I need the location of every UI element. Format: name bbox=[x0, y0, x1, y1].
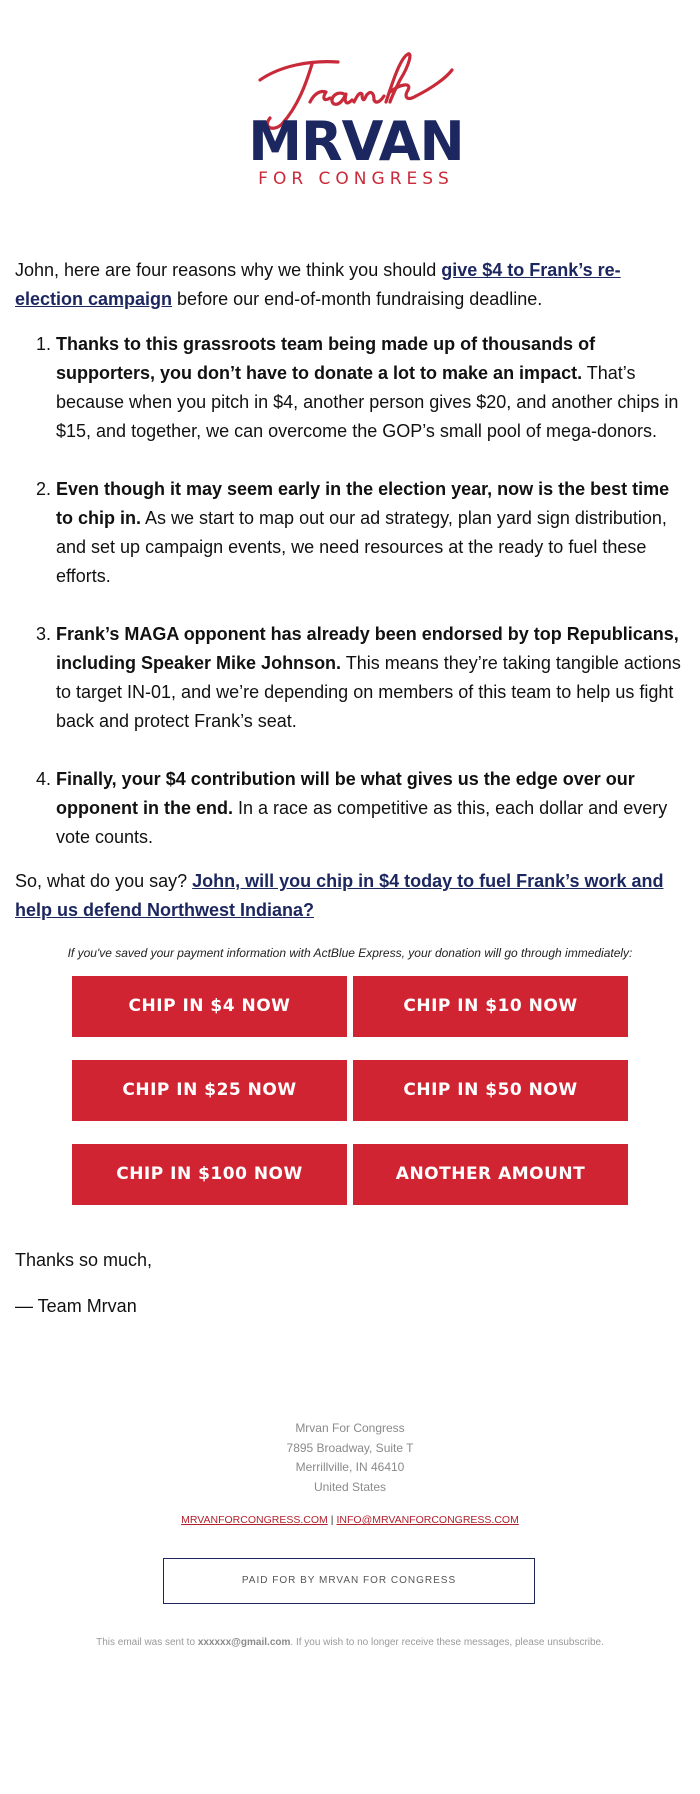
reason-text: In a race as competitive as this, each dollar and every vote counts. bbox=[56, 798, 668, 847]
donate-link-ask[interactable]: John, will you chip in $4 today to fuel Frank’s work and help us defend Northwest Indiana? bbox=[15, 871, 664, 920]
reason-bold: Finally, your $4 contribution will be what gives us the edge over our opponent in the end. bbox=[56, 769, 635, 818]
reason-bold: Frank’s MAGA opponent has already been endorsed by top Republicans, including Speaker Mike Johnson. bbox=[56, 624, 679, 673]
reason-item bbox=[56, 330, 687, 446]
footer-links bbox=[0, 1512, 700, 1528]
chip-in-25-button[interactable]: CHIP IN $25 NOW bbox=[72, 1060, 347, 1121]
signoff-team: — Team Mrvan bbox=[15, 1296, 137, 1316]
footer-org: Mrvan For Congress bbox=[295, 1421, 405, 1435]
reason-text: That’s because when you pitch in $4, another person gives $20, and another chips in $15, and together, we can overcome the GOP’s small pool of mega-donors. bbox=[56, 363, 679, 441]
fine-text-after[interactable]: . If you wish to no longer receive these messages, please unsubscribe. bbox=[290, 1637, 604, 1648]
intro-text-before: John, here are four reasons why we think you should bbox=[15, 260, 442, 280]
intro-paragraph bbox=[15, 256, 687, 314]
recipient-email: xxxxxx@gmail.com bbox=[197, 1637, 291, 1648]
campaign-logo bbox=[240, 44, 472, 194]
footer-address bbox=[0, 1419, 700, 1497]
reasons-list bbox=[15, 330, 687, 852]
logo-subtitle: FOR CONGRESS bbox=[258, 169, 454, 189]
ask-text: So, what do you say? bbox=[15, 871, 193, 891]
reason-bold: Thanks to this grassroots team being made up of thousands of supporters, you don’t have to donate a lot to make an impact. bbox=[56, 334, 596, 383]
reason-item bbox=[56, 620, 687, 736]
website-link[interactable]: MRVANFORCONGRESS.COM bbox=[181, 1514, 328, 1526]
chip-in-4-button[interactable]: CHIP IN $4 NOW bbox=[72, 976, 347, 1037]
another-amount-button[interactable]: ANOTHER AMOUNT bbox=[353, 1144, 628, 1205]
signoff-thanks: Thanks so much, bbox=[15, 1250, 153, 1270]
footer-country: United States bbox=[313, 1479, 387, 1494]
intro-text-after: before our end-of-month fundraising deadline. bbox=[172, 289, 543, 309]
ask-paragraph bbox=[15, 867, 687, 925]
reason-item bbox=[56, 475, 687, 591]
reason-item bbox=[56, 765, 687, 852]
chip-in-10-button[interactable]: CHIP IN $10 NOW bbox=[353, 976, 628, 1037]
footer-street: 7895 Broadway, Suite T bbox=[286, 1440, 414, 1455]
fine-text-before: This email was sent to bbox=[96, 1637, 198, 1648]
paid-for-disclaimer: PAID FOR BY MRVAN FOR CONGRESS bbox=[163, 1558, 535, 1604]
footer-city: Merrillville, IN 46410 bbox=[295, 1460, 405, 1474]
reason-bold: Even though it may seem early in the election year, now is the best time to chip in. bbox=[56, 479, 670, 528]
email-link[interactable]: INFO@MRVANFORCONGRESS.COM bbox=[336, 1514, 519, 1526]
reason-text: As we start to map out our ad strategy, plan yard sign distribution, and set up campaign events, we need resources at the ready to fuel these efforts. bbox=[56, 508, 667, 586]
actblue-express-note: If you've saved your payment information with ActBlue Express, your donation will go through immediately: bbox=[67, 946, 633, 960]
chip-in-50-button[interactable]: CHIP IN $50 NOW bbox=[353, 1060, 628, 1121]
unsubscribe-notice bbox=[0, 1636, 700, 1650]
donate-link-intro[interactable]: give $4 to Frank’s re-election campaign bbox=[15, 260, 621, 309]
chip-in-100-button[interactable]: CHIP IN $100 NOW bbox=[72, 1144, 347, 1205]
footer-link-separator: | bbox=[330, 1514, 334, 1526]
reason-text: This means they’re taking tangible actions to target IN-01, and we’re depending on members of this team to help us fight back and protect Frank’s seat. bbox=[56, 653, 681, 731]
logo-wordmark: MRVAN bbox=[248, 110, 464, 173]
